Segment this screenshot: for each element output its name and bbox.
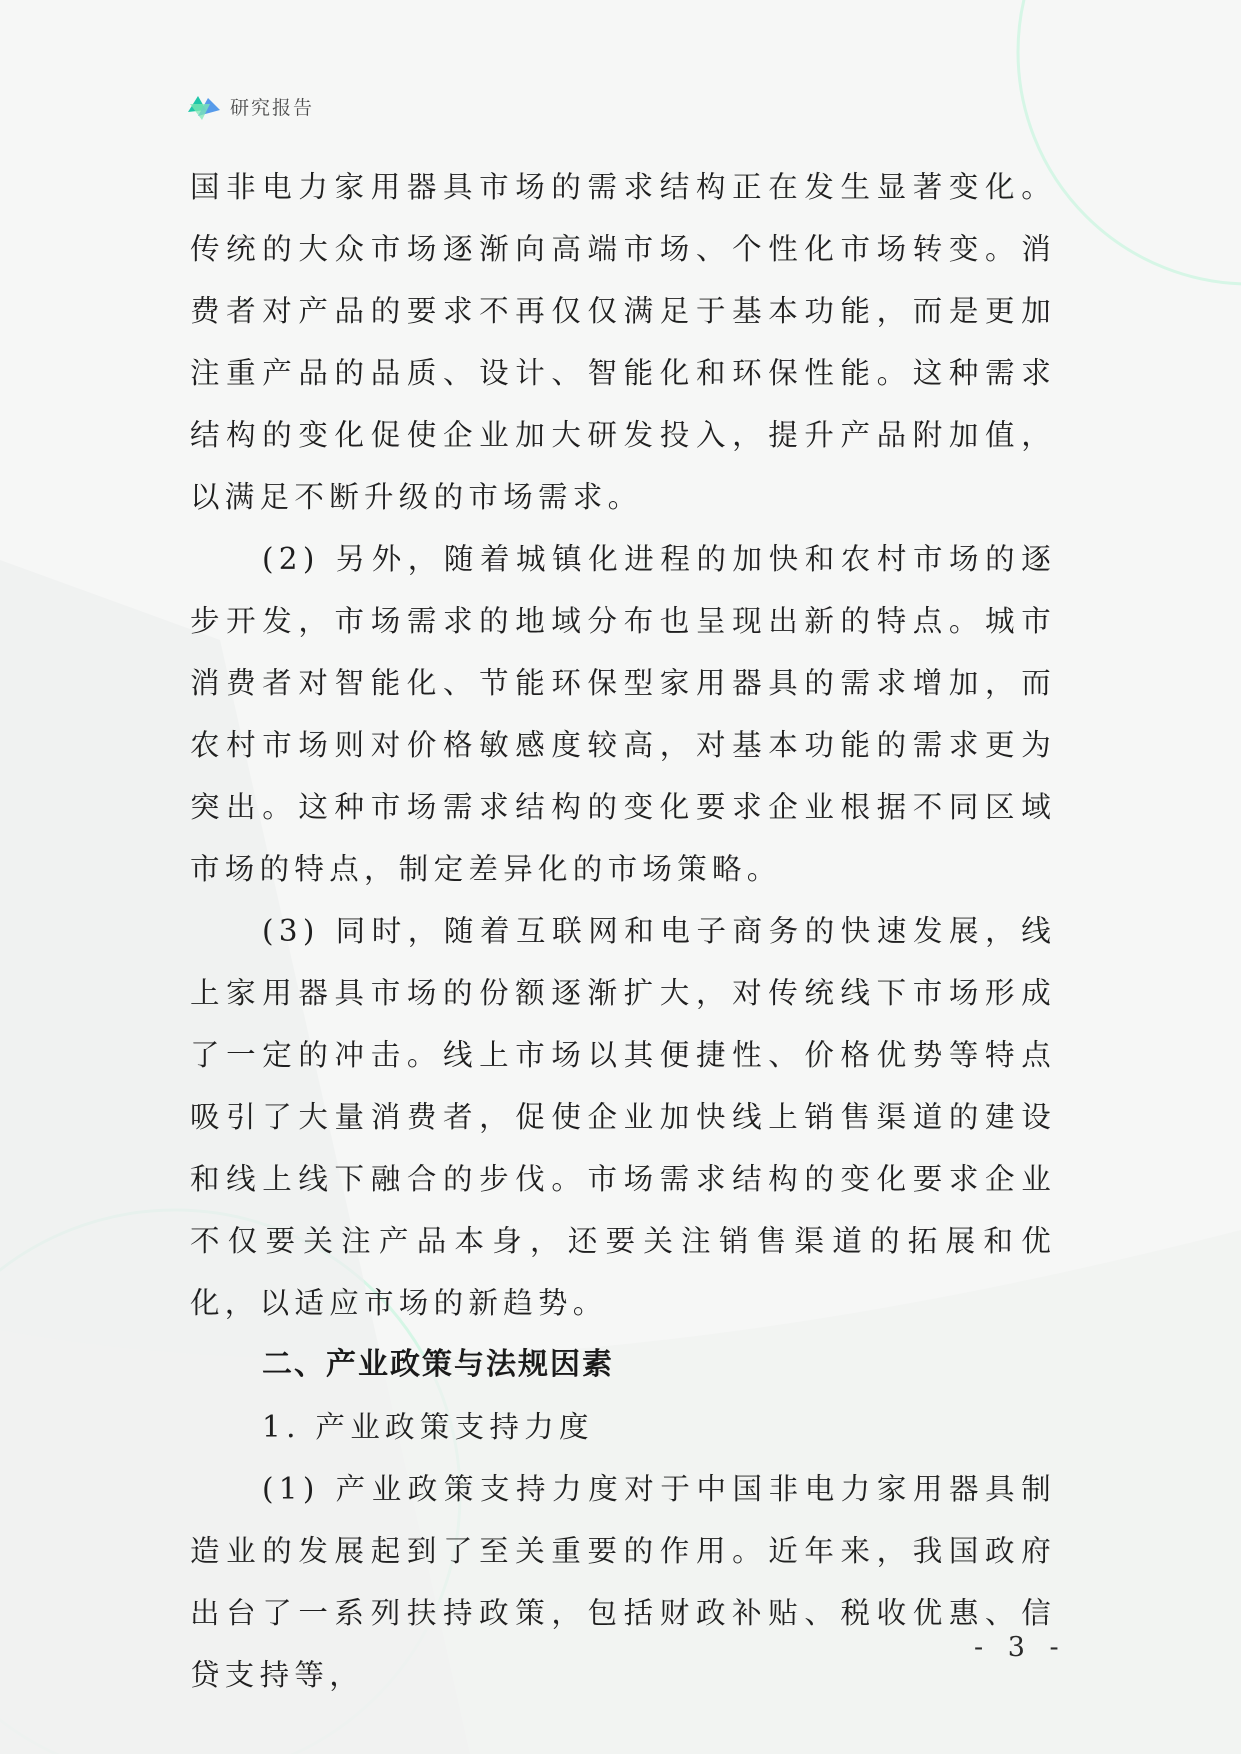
body-paragraph-3: (3) 同时，随着互联网和电子商务的快速发展，线上家用器具市场的份额逐渐扩大，对传统线下市场形成了一定的冲击。线上市场以其便捷性、价格优势等特点吸引了大量消费者，促使企业加快线上销售渠道的建设和线上线下融合的步伐。市场需求结构的变化要求企业不仅要关注产品本身，还要关注销售渠道的拓展和优化，以适应市场的新趋势。 [190,914,1056,1320]
document-body [190,156,1056,1706]
body-paragraph-2: (2) 另外，随着城镇化进程的加快和农村市场的逐步开发，市场需求的地域分布也呈现出新的特点。城市消费者对智能化、节能环保型家用器具的需求增加，而农村市场则对价格敏感度较高，对基本功能的需求更为突出。这种市场需求结构的变化要求企业根据不同区域市场的特点，制定差异化的市场策略。 [190,542,1056,886]
subsection-heading: 1. 产业政策支持力度 [262,1410,594,1444]
brand-logo-icon [186,90,222,122]
report-header [186,88,314,124]
report-type-label: 研究报告 [230,96,315,119]
body-paragraph-4: (1) 产业政策支持力度对于中国非电力家用器具制造业的发展起到了至关重要的作用。近年来，我国政府出台了一系列扶持政策，包括财政补贴、税收优惠、信贷支持等， [190,1472,1056,1692]
section-heading: 二、产业政策与法规因素 [262,1347,614,1382]
body-paragraph-continued: 国非电力家用器具市场的需求结构正在发生显著变化。传统的大众市场逐渐向高端市场、个性化市场转变。消费者对产品的要求不再仅仅满足于基本功能，而是更加注重产品的品质、设计、智能化和环保性能。这种需求结构的变化促使企业加大研发投入，提升产品附加值，以满足不断升级的市场需求。 [190,170,1056,514]
page-number: - 3 - [974,1632,1067,1663]
